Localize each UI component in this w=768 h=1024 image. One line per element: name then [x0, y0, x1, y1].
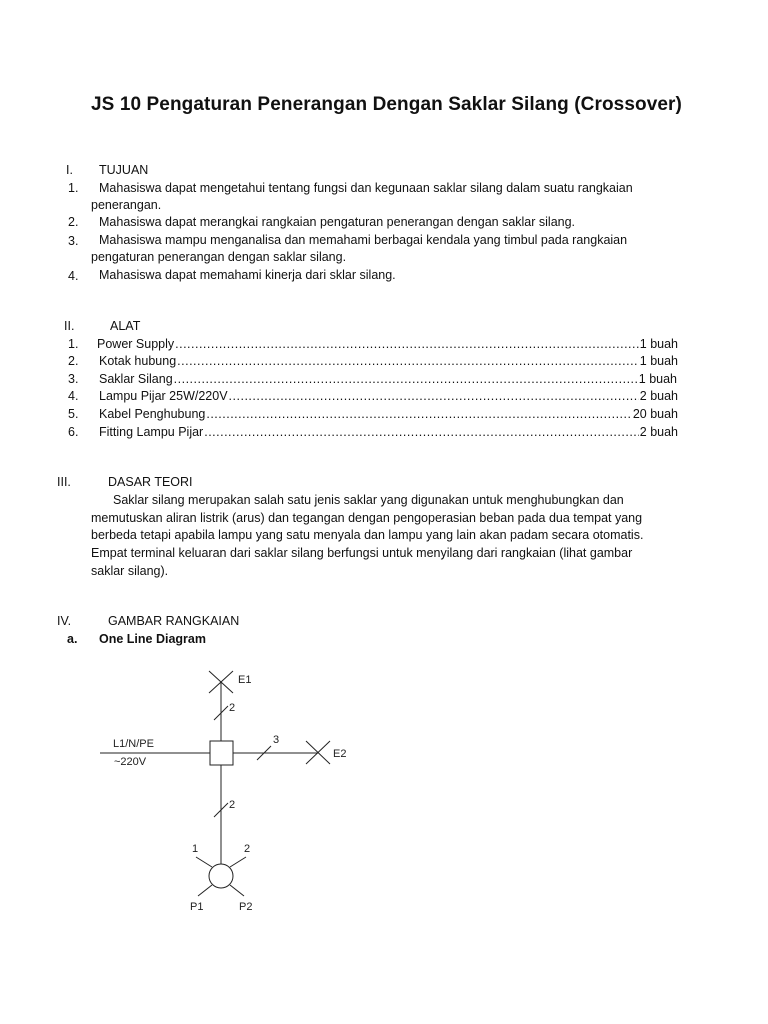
- tujuan-2-line-1: Mahasiswa dapat merangkai rangkaian pengaturan penerangan dengan saklar silang.: [99, 215, 576, 229]
- terminal-1-line: [196, 857, 212, 867]
- label-wires-bottom: 2: [229, 799, 236, 811]
- lamp-e2-symbol-stroke-a: [306, 741, 330, 764]
- tujuan-1-number: 1.: [68, 181, 79, 195]
- alat-3-name: Saklar Silang: [99, 372, 173, 386]
- section-3-number: III.: [57, 475, 71, 489]
- alat-1-number: 1.: [68, 337, 79, 351]
- subsection-a-heading: One Line Diagram: [99, 632, 206, 646]
- alat-4-row: [99, 389, 678, 403]
- dasar-teori-line-3: berbeda tetapi apabila lampu yang satu menyala dan lampu yang lain akan padam secara otomatis.: [91, 528, 644, 542]
- label-voltage: ~220V: [114, 756, 147, 768]
- dasar-teori-line-5: saklar silang).: [91, 564, 169, 578]
- lamp-e1-symbol-stroke-a: [209, 671, 233, 693]
- alat-4-name: Lampu Pijar 25W/220V: [99, 389, 228, 403]
- label-p2: P2: [239, 901, 253, 913]
- label-p1: P1: [190, 901, 204, 913]
- section-2-number: II.: [64, 319, 75, 333]
- tujuan-2-number: 2.: [68, 215, 79, 229]
- alat-2-row: [99, 354, 678, 368]
- terminal-p2-line: [230, 885, 244, 896]
- alat-3-number: 3.: [68, 372, 79, 386]
- tujuan-3-line-2: pengaturan penerangan dengan saklar silang.: [91, 250, 347, 264]
- terminal-p1-line: [198, 885, 212, 896]
- alat-5-number: 5.: [68, 407, 79, 421]
- lamp-e1-symbol-stroke-b: [209, 671, 233, 693]
- section-1-number: I.: [66, 163, 73, 177]
- page-title: JS 10 Pengaturan Penerangan Dengan Saklar Silang (Crossover): [91, 94, 682, 115]
- label-terminal-2: 2: [244, 843, 251, 855]
- section-2-heading: ALAT: [110, 319, 141, 333]
- alat-4-qty: 2 buah: [639, 389, 678, 403]
- alat-3-qty: 1 buah: [638, 372, 677, 386]
- label-wires-right: 3: [273, 734, 280, 746]
- tujuan-4-number: 4.: [68, 269, 79, 283]
- wire-right-tick: [257, 746, 271, 760]
- dasar-teori-line-1: Saklar silang merupakan salah satu jenis saklar yang digunakan untuk menghubungkan dan: [113, 493, 624, 507]
- alat-6-name: Fitting Lampu Pijar: [99, 425, 204, 439]
- dasar-teori-line-2: memutuskan aliran listrik (arus) dan tegangan dengan pengoperasian beban pada dua tempat yang: [91, 511, 643, 525]
- tujuan-1-line-2: penerangan.: [91, 198, 162, 212]
- tujuan-3-number: 3.: [68, 234, 79, 248]
- tujuan-1-line-1: Mahasiswa dapat mengetahui tentang fungsi dan kegunaan saklar silang dalam suatu rangkaian: [99, 181, 633, 195]
- alat-6-qty: 2 buah: [639, 425, 678, 439]
- section-4-number: IV.: [57, 614, 72, 628]
- alat-6-row: [99, 425, 678, 439]
- label-terminal-1: 1: [192, 843, 199, 855]
- tujuan-4-line-1: Mahasiswa dapat memahami kinerja dari sklar silang.: [99, 268, 396, 282]
- alat-3-row: [99, 372, 677, 386]
- alat-4-number: 4.: [68, 389, 79, 403]
- wire-top-tick: [214, 706, 228, 720]
- section-1-heading: TUJUAN: [99, 163, 149, 177]
- alat-5-qty: 20 buah: [632, 407, 678, 421]
- alat-1-qty: 1 buah: [639, 337, 678, 351]
- section-3-heading: DASAR TEORI: [108, 475, 193, 489]
- crossover-switch: [209, 864, 233, 888]
- label-e1: E1: [238, 674, 252, 686]
- label-wires-top: 2: [229, 702, 236, 714]
- dasar-teori-line-4: Empat terminal keluaran dari saklar silang berfungsi untuk menyilang dari rangkaian (lihat gambar: [91, 546, 633, 560]
- wire-bottom-tick: [214, 803, 228, 817]
- alat-6-number: 6.: [68, 425, 79, 439]
- section-4-heading: GAMBAR RANGKAIAN: [108, 614, 240, 628]
- alat-1-row: [97, 337, 678, 351]
- alat-2-qty: 1 buah: [639, 354, 678, 368]
- label-supply: L1/N/PE: [113, 738, 154, 750]
- label-e2: E2: [333, 748, 347, 760]
- lamp-e2-symbol-stroke-b: [306, 741, 330, 764]
- alat-2-number: 2.: [68, 354, 79, 368]
- alat-2-name: Kotak hubung: [99, 354, 177, 368]
- subsection-a-number: a.: [67, 632, 78, 646]
- alat-5-row: [99, 407, 678, 421]
- alat-1-name: Power Supply: [97, 337, 175, 351]
- tujuan-3-line-1: Mahasiswa mampu menganalisa dan memahami berbagai kendala yang timbul pada rangkaian: [99, 233, 628, 247]
- terminal-2-line: [230, 857, 246, 867]
- alat-5-name: Kabel Penghubung: [99, 407, 206, 421]
- junction-box: [210, 741, 233, 765]
